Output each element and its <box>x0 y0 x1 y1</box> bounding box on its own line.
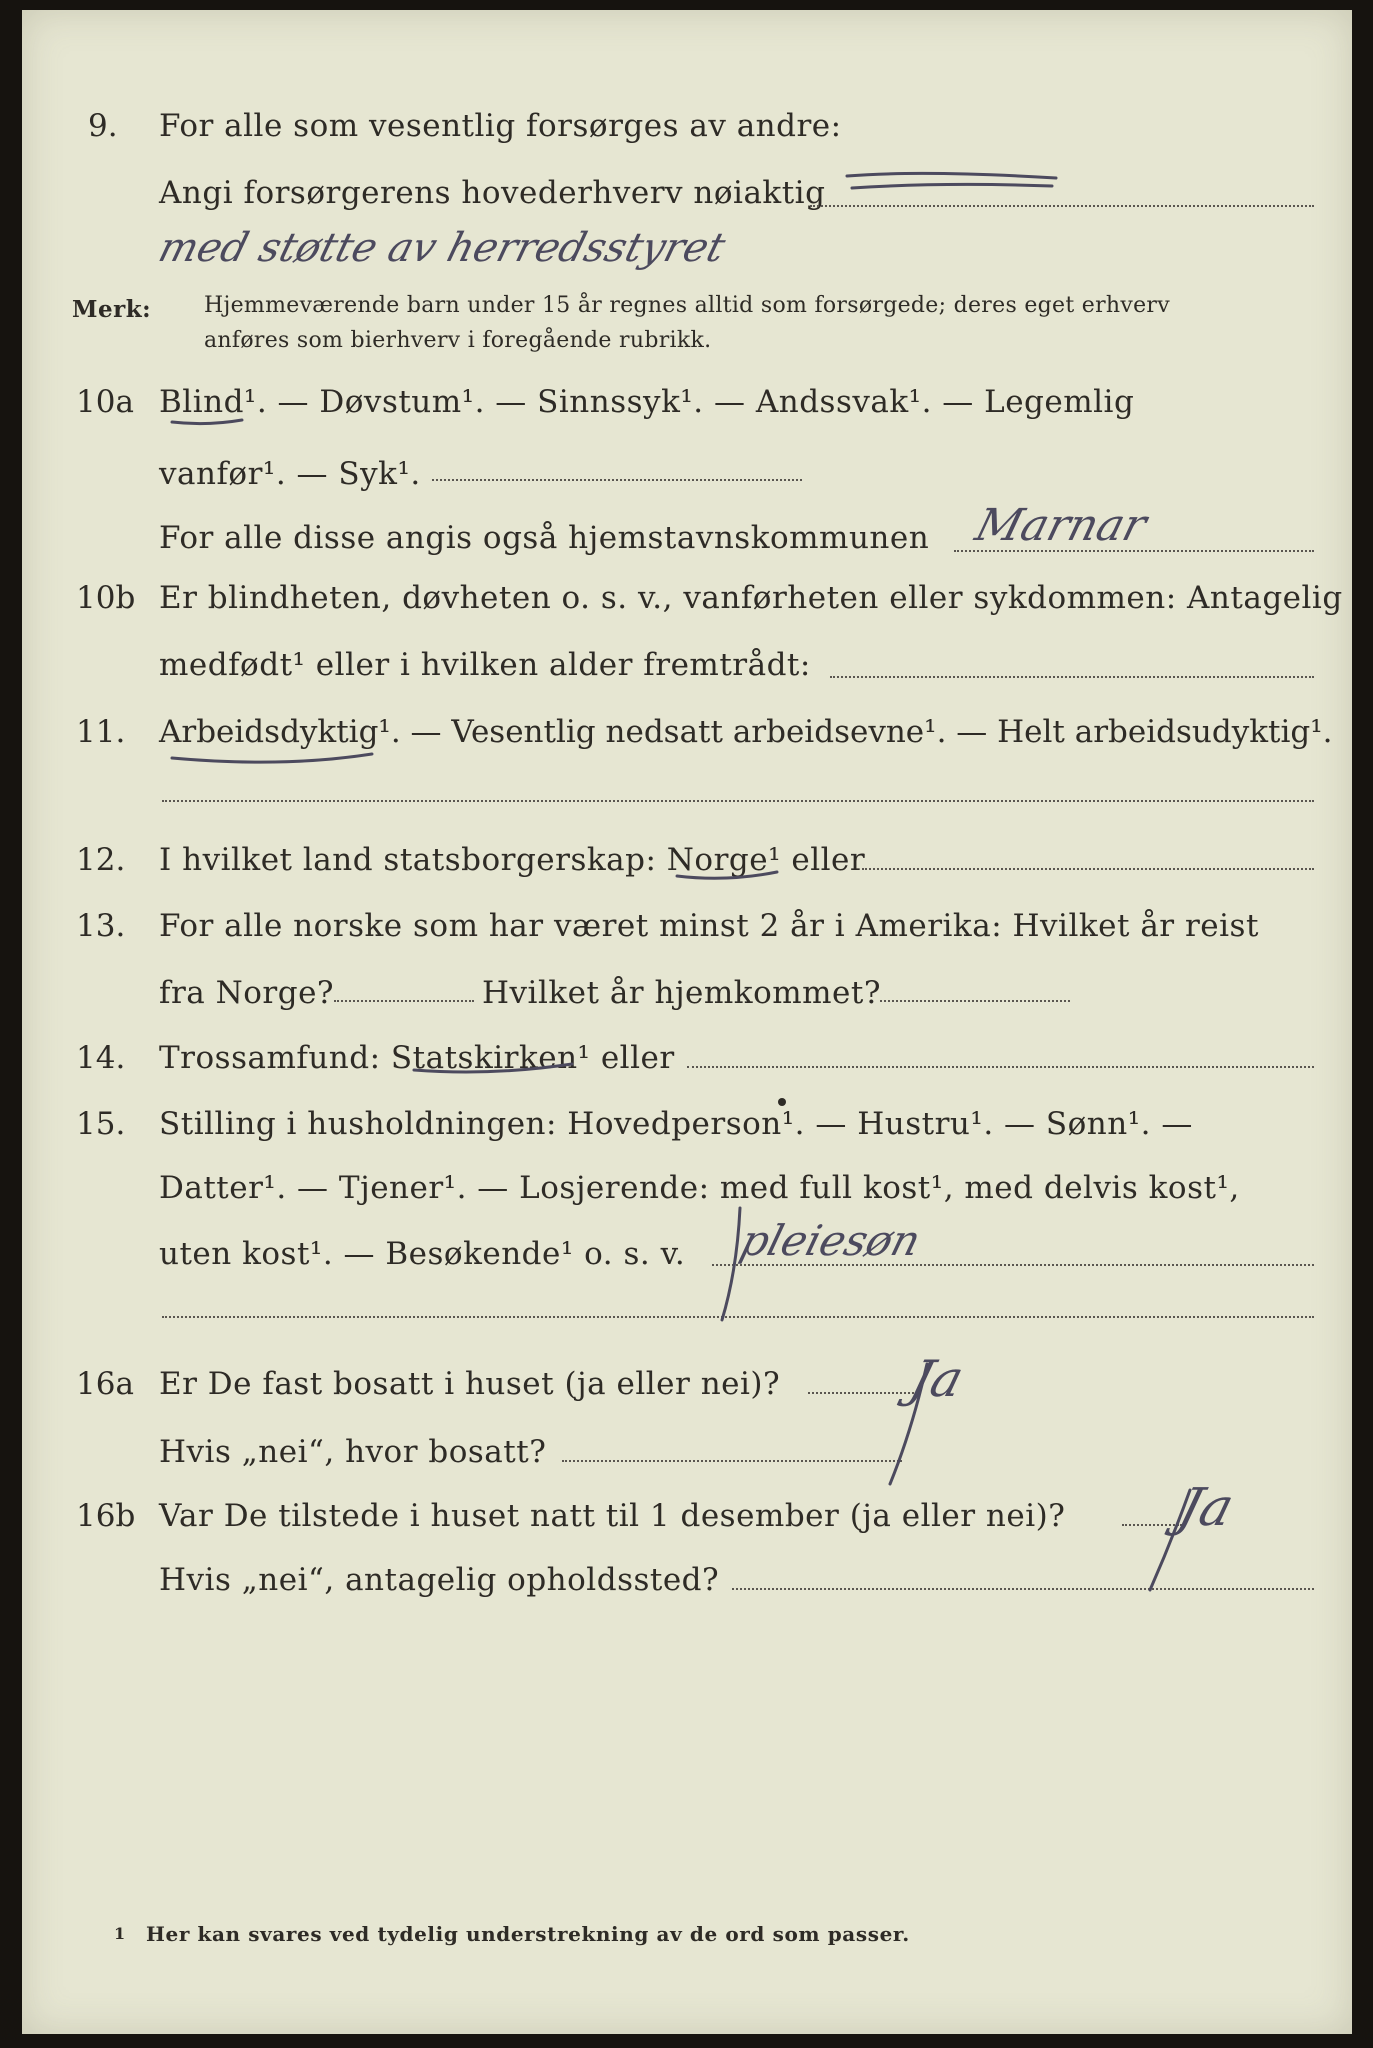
answer-stroke-15 <box>722 1208 740 1320</box>
q10b-line1: Er blindheten, døvheten o. s. v., vanførheten eller sykdommen: Antagelig <box>159 580 1343 616</box>
q15-line2: Datter¹. — Tjener¹. — Losjerende: med full kost¹, med delvis kost¹, <box>159 1170 1240 1206</box>
q14-number: 14. <box>76 1040 126 1076</box>
answer-stroke-16a <box>890 1364 927 1484</box>
q9-line2: Angi forsørgerens hovederhverv nøiaktig <box>159 175 826 211</box>
q9-answer: med støtte av herredsstyret <box>153 225 731 271</box>
q13-number: 13. <box>76 908 126 944</box>
q12-line1: I hvilket land statsborgerskap: Norge¹ eller <box>159 842 866 878</box>
q10a-answer: Marnar <box>970 500 1152 551</box>
q16b-line1: Var De tilstede i huset natt til 1 desember (ja eller nei)? <box>159 1498 1066 1534</box>
q12-number: 12. <box>76 842 126 878</box>
q15-answer: pleiesøn <box>735 1216 926 1265</box>
q11-number: 11. <box>76 714 126 750</box>
q9-line1: For alle som vesentlig forsørges av andre: <box>159 108 842 144</box>
footnote-mark: 1 <box>114 1924 126 1943</box>
pencil-marks <box>22 10 1352 2034</box>
strike-through-mark <box>847 173 1056 178</box>
q10b-line2: medfødt¹ eller i hvilken alder fremtrådt: <box>159 647 811 683</box>
underline-arbeidsdyktig <box>172 754 372 762</box>
answer-stroke-16b <box>1150 1490 1190 1590</box>
underline-blind <box>172 420 242 424</box>
strike-through-mark-2 <box>852 184 1052 188</box>
q16a-number: 16a <box>76 1366 134 1402</box>
q10b-number: 10b <box>76 580 136 616</box>
q10a-number: 10a <box>76 384 134 420</box>
q11-line1: Arbeidsdyktig¹. — Vesentlig nedsatt arbeidsevne¹. — Helt arbeidsudyktig¹. <box>159 714 1333 750</box>
q15-number: 15. <box>76 1106 126 1142</box>
underline-norge <box>677 872 777 878</box>
q13-line2a: fra Norge? <box>159 975 335 1011</box>
q15-line3: uten kost¹. — Besøkende¹ o. s. v. <box>159 1236 686 1272</box>
q10a-line1: Blind¹. — Døvstum¹. — Sinnssyk¹. — Andssvak¹. — Legemlig <box>159 384 1135 420</box>
q9-number: 9. <box>88 108 118 144</box>
q13-line1: For alle norske som har været minst 2 år i Amerika: Hvilket år reist <box>159 908 1259 944</box>
q14-line1: Trossamfund: Statskirken¹ eller <box>159 1040 675 1076</box>
merk-line1: Hjemmeværende barn under 15 år regnes alltid som forsørgede; deres eget erhverv <box>204 293 1170 318</box>
merk-label: Merk: <box>72 296 152 323</box>
q15-line1: Stilling i husholdningen: Hovedperson¹. — Hustru¹. — Sønn¹. — <box>159 1106 1193 1142</box>
q13-line2b: Hvilket år hjemkommet? <box>482 975 881 1011</box>
q16a-answer: Ja <box>904 1350 970 1408</box>
q16b-number: 16b <box>76 1498 136 1534</box>
q16a-line2: Hvis „nei“, hvor bosatt? <box>159 1434 547 1470</box>
q16a-line1: Er De fast bosatt i huset (ja eller nei)? <box>159 1366 781 1402</box>
footnote-text: Her kan svares ved tydelig understrekning av de ord som passer. <box>146 1922 910 1946</box>
q16b-answer: Ja <box>1171 1478 1240 1538</box>
pencil-dot <box>778 1098 786 1106</box>
q16b-line2: Hvis „nei“, antagelig opholdssted? <box>159 1562 720 1598</box>
census-form-page <box>22 10 1352 2034</box>
underline-statskirken <box>414 1064 572 1072</box>
q10a-line3: For alle disse angis også hjemstavnskommunen <box>159 520 930 556</box>
merk-line2: anføres som bierhverv i foregående rubrikk. <box>204 328 712 353</box>
q10a-line2: vanfør¹. — Syk¹. <box>159 456 421 492</box>
